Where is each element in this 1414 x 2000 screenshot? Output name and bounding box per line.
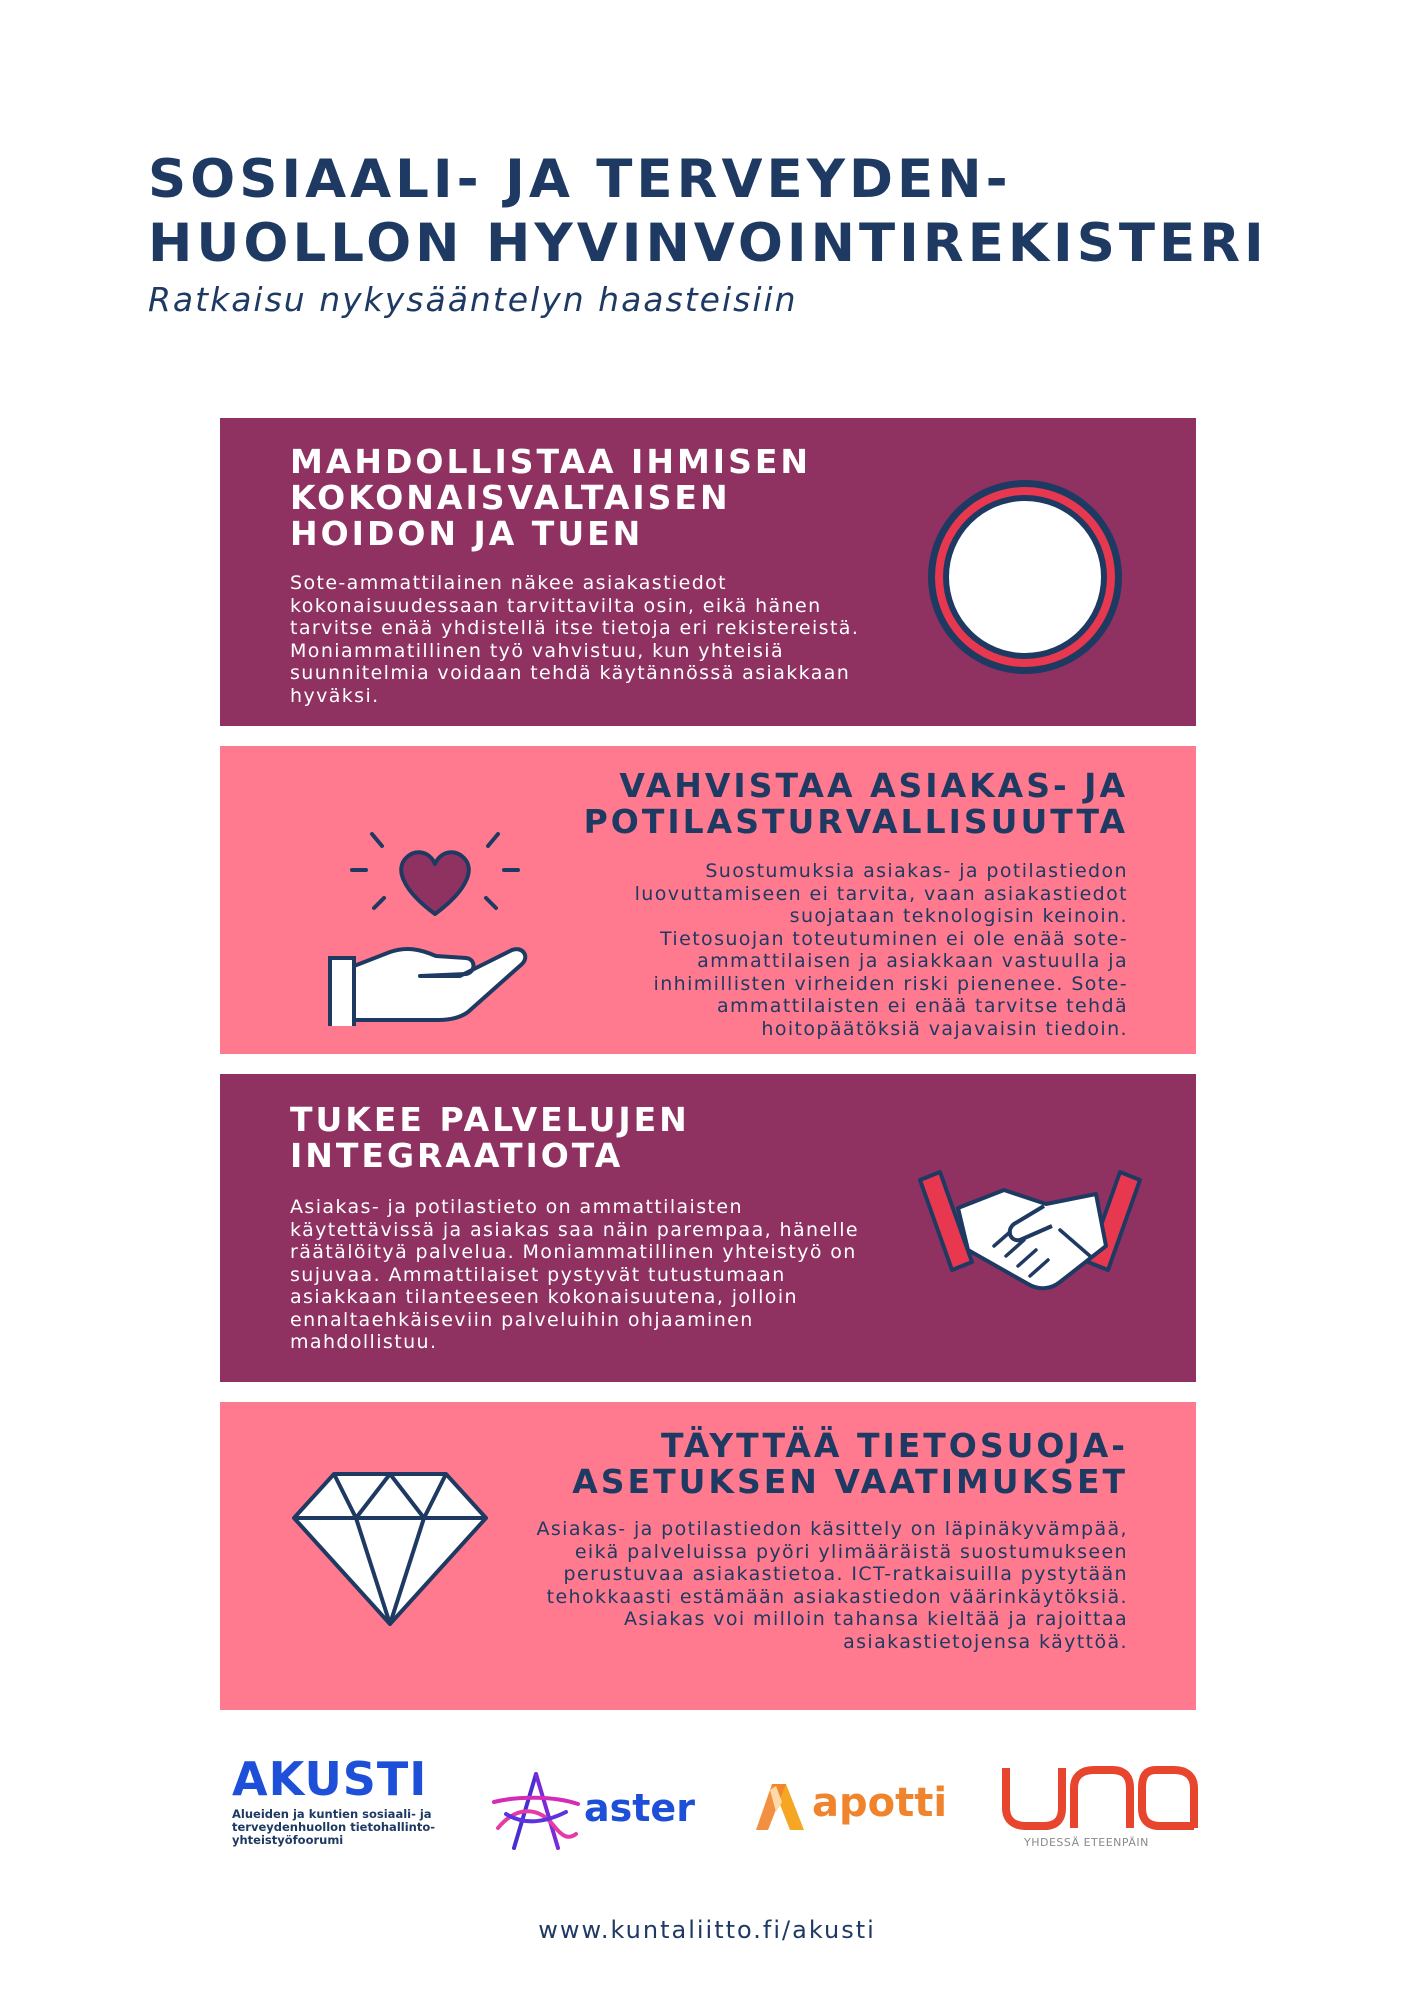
aster-mark-icon: [488, 1768, 584, 1856]
panel-service-integration: [220, 1074, 1196, 1382]
panel-body: Asiakas- ja potilastieto on ammattilaisten käytettävissä ja asiakas saa näin parempaa, hänelle räätälöityä palvelua. Moniammatillinen yhteistyö on sujuvaa. Ammattilaiset pystyvät tutustumaan asiakkaan tilanteeseen kokonaisuutena, jolloin ennaltaehkäiseviin palveluihin ohjaaminen mahdollistuu.: [290, 1196, 859, 1353]
panel-body: Asiakas- ja potilastiedon käsittely on läpinäkyvämpää, eikä palveluissa pyöri ylimääräistä suostumukseen perustuvaa asiakastietoa. ICT-ratkaisuilla pystytään tehokkaasti estämään asiakastiedon väärinkäytöksiä. Asiakas voi milloin tahansa kieltää ja rajoittaa asiakastietojensa käyttöä.: [536, 1518, 1128, 1653]
panel-heading: VAHVISTAA ASIAKAS- JA POTILASTURVALLISUUTTA: [583, 766, 1128, 841]
panel-heading: TÄYTTÄÄ TIETOSUOJA- ASETUKSEN VAATIMUKSET: [572, 1426, 1128, 1501]
panel-gdpr: [220, 1402, 1196, 1710]
page-subtitle: Ratkaisu nykysääntelyn haasteisiin: [148, 280, 798, 319]
una-tagline: YHDESSÄ ETEENPÄIN: [1024, 1836, 1149, 1849]
una-logo: [1000, 1764, 1200, 1832]
hand-heart-icon: [290, 786, 560, 1026]
panel-body: Sote-ammattilainen näkee asiakastiedot kokonaisuudessaan tarvittavilta osin, eikä hänen tarvitse enää yhdistellä itse tietoja eri rekistereistä. Moniammatillinen työ vahvistuu, kun yhteisiä suunnitelmia voidaan tehdä käytännössä asiakkaan hyväksi.: [290, 572, 860, 707]
panel-holistic-care: [220, 418, 1196, 726]
akusti-logo: AKUSTI: [232, 1752, 428, 1806]
footer-url[interactable]: www.kuntaliitto.fi/akusti: [538, 1916, 876, 1944]
title-line: HUOLLON HYVINVOINTIREKISTERI: [148, 213, 1268, 274]
page-title: [148, 148, 1348, 276]
diamond-icon: [290, 1468, 490, 1628]
circle-icon: [920, 472, 1130, 682]
panel-patient-safety: [220, 746, 1196, 1054]
panel-heading: TUKEE PALVELUJEN INTEGRAATIOTA: [290, 1100, 690, 1175]
akusti-description: Alueiden ja kuntien sosiaali- ja terveydenhuollon tietohallinto- yhteistyöfoorumi: [232, 1807, 435, 1847]
panel-heading: MAHDOLLISTAA IHMISEN KOKONAISVALTAISEN HOIDON JA TUEN: [290, 442, 812, 553]
apotti-mark-icon: [752, 1782, 808, 1834]
handshake-icon: [910, 1150, 1150, 1300]
apotti-logo: apotti: [812, 1780, 948, 1826]
title-line: SOSIAALI- JA TERVEYDEN-: [148, 149, 1012, 210]
panel-body: Suostumuksia asiakas- ja potilastiedon luovuttamiseen ei tarvita, vaan asiakastiedot suojataan teknologisin keinoin. Tietosuojan toteutuminen ei ole enää sote- ammattilaisen ja asiakkaan vastuulla ja inhimillisten virheiden riski pienenee. Sote- ammattilaisten ei enää tarvitse tehdä hoitopäätöksiä vajavaisin tiedoin.: [634, 860, 1128, 1040]
aster-logo: aster: [584, 1786, 695, 1830]
